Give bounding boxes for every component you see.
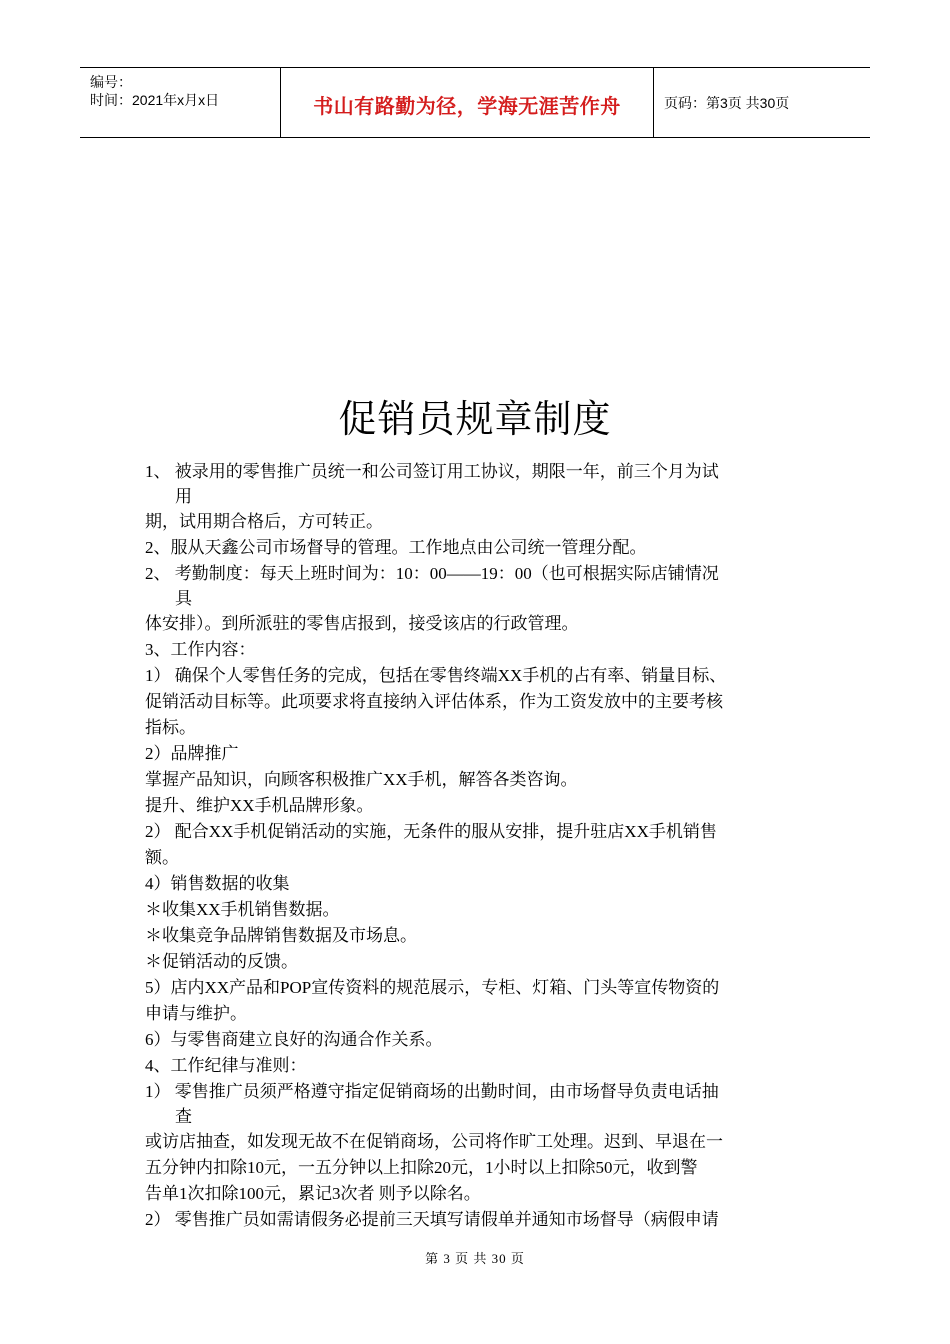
body-line: 或访店抽查，如发现无故不在促销商场，公司将作旷工处理。迟到、早退在一: [145, 1132, 723, 1151]
body-line: 1） 确保个人零售任务的完成，包括在零售终端XX手机的占有率、销量目标、: [145, 666, 727, 685]
body-line: 指标。: [145, 718, 196, 737]
body-line: 2、服从天鑫公司市场督导的管理。工作地点由公司统一管理分配。: [145, 538, 647, 557]
body-line: 4、工作纪律与准则：: [145, 1056, 307, 1075]
body-line: 具: [175, 589, 192, 608]
body-line: 告单1次扣除100元，累记3次者 则予以除名。: [145, 1184, 481, 1203]
page-footer: 第 3 页 共 30 页: [425, 1251, 525, 1266]
document-body: [145, 459, 810, 1233]
body-line: 2、 考勤制度：每天上班时间为：10：00——19：00（也可根据实际店铺情况: [145, 564, 719, 583]
body-line: 2）品牌推广: [145, 744, 239, 763]
body-line: ＊收集XX手机销售数据。: [145, 900, 340, 919]
body-line: 体安排）。到所派驻的零售店报到，接受该店的行政管理。: [145, 614, 579, 633]
header-motto-cell: [281, 68, 654, 137]
body-line: 用: [175, 487, 192, 506]
body-line: 5）店内XX产品和POP宣传资料的规范展示，专柜、灯箱、门头等宣传物资的: [145, 978, 720, 997]
body-line: 2） 零售推广员如需请假务必提前三天填写请假单并通知市场督导（病假申请: [145, 1210, 719, 1229]
header-page-cell: [654, 68, 870, 137]
document-number-label: 编号：: [90, 74, 132, 90]
body-line: 掌握产品知识，向顾客积极推广XX手机，解答各类咨询。: [145, 770, 578, 789]
body-line: 申请与维护。: [145, 1004, 247, 1023]
body-line: ＊促销活动的反馈。: [145, 952, 298, 971]
body-line: 6）与零售商建立良好的沟通合作关系。: [145, 1030, 443, 1049]
body-line: 提升、维护XX手机品牌形象。: [145, 796, 374, 815]
header-motto: 书山有路勤为径，学海无涯苦作舟: [313, 96, 621, 118]
body-line: 1、 被录用的零售推广员统一和公司签订用工协议，期限一年，前三个月为试: [145, 462, 719, 481]
body-line: 1） 零售推广员须严格遵守指定促销商场的出勤时间，由市场督导负责电话抽: [145, 1082, 719, 1101]
header-meta-cell: [80, 68, 281, 137]
body-line: 额。: [145, 848, 179, 867]
body-line: ＊收集竞争品牌销售数据及市场息。: [145, 926, 417, 945]
body-line: 五分钟内扣除10元，一五分钟以上扣除20元，1小时以上扣除50元，收到警: [145, 1158, 698, 1177]
page-title: 促销员规章制度: [338, 399, 612, 441]
body-line: 期，试用期合格后，方可转正。: [145, 512, 383, 531]
body-line: 2） 配合XX手机促销活动的实施，无条件的服从安排，提升驻店XX手机销售: [145, 822, 717, 841]
body-line: 促销活动目标等。此项要求将直接纳入评估体系，作为工资发放中的主要考核: [145, 692, 723, 711]
header-page-info: 页码：第3页 共30页: [664, 95, 790, 111]
document-header: [80, 67, 870, 138]
body-line: 查: [175, 1107, 192, 1126]
document-date-label: 时间：2021年x月x日: [90, 92, 220, 108]
body-line: 4）销售数据的收集: [145, 874, 290, 893]
body-line: 3、工作内容：: [145, 640, 256, 659]
